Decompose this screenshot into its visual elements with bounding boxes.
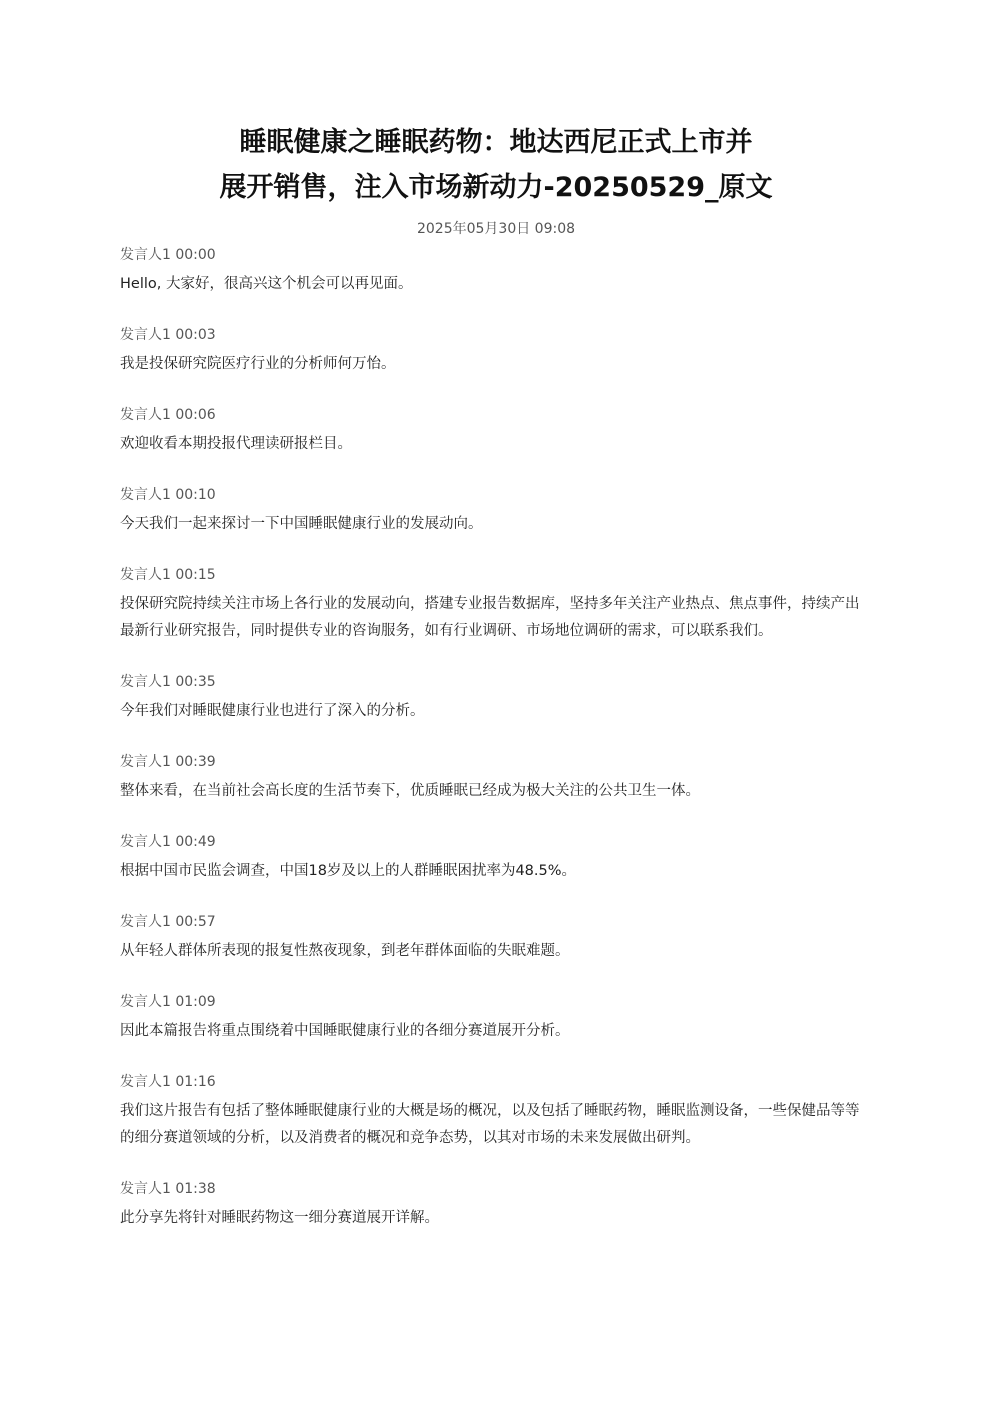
transcript-text: 我们这片报告有包括了整体睡眠健康行业的大概是场的概况，以及包括了睡眠药物，睡眠监测设备，一些保健品等等的细分赛道领域的分析，以及消费者的概况和竞争态势，以其对市场的未来发展做出研判。 [120,1103,860,1146]
transcript-text: 根据中国市民监会调查，中国18岁及以上的人群睡眠困扰率为48.5%。 [120,863,577,879]
title-line-2: 展开销售，注入市场新动力-20250529_原文 [219,172,773,203]
transcript-entry [120,831,872,885]
transcript-entry [120,404,872,458]
speaker-timestamp: 发言人1 00:57 [120,914,216,930]
transcript-entry [120,324,872,378]
transcript-entry [120,244,872,298]
title-line-1: 睡眠健康之睡眠药物：地达西尼正式上市并 [239,127,753,158]
transcript-text: 整体来看，在当前社会高长度的生活节奏下，优质睡眠已经成为极大关注的公共卫生一体。 [120,783,700,799]
transcript-text: Hello, 大家好，很高兴这个机会可以再见面。 [120,276,413,292]
speaker-timestamp: 发言人1 00:15 [120,567,216,583]
speaker-timestamp: 发言人1 00:00 [120,247,216,263]
transcript-entry [120,1071,872,1152]
transcript-text: 从年轻人群体所表现的报复性熬夜现象，到老年群体面临的失眠难题。 [120,943,570,959]
speaker-timestamp: 发言人1 00:06 [120,407,216,423]
speaker-timestamp: 发言人1 01:16 [120,1074,216,1090]
transcript-text: 投保研究院持续关注市场上各行业的发展动向，搭建专业报告数据库，坚持多年关注产业热点、焦点事件，持续产出最新行业研究报告，同时提供专业的咨询服务，如有行业调研、市场地位调研的需求，可以联系我们。 [120,596,860,639]
speaker-timestamp: 发言人1 00:39 [120,754,216,770]
transcript-entry [120,671,872,725]
transcript-text: 因此本篇报告将重点围绕着中国睡眠健康行业的各细分赛道展开分析。 [120,1023,570,1039]
transcript-entry [120,1178,872,1232]
publish-date: 2025年05月30日 09:08 [416,221,576,237]
transcript-entry [120,564,872,645]
transcript-entry [120,911,872,965]
transcript-text: 今年我们对睡眠健康行业也进行了深入的分析。 [120,703,425,719]
transcript-text: 今天我们一起来探讨一下中国睡眠健康行业的发展动向。 [120,516,483,532]
speaker-timestamp: 发言人1 00:03 [120,327,216,343]
speaker-timestamp: 发言人1 01:09 [120,994,216,1010]
transcript-text: 欢迎收看本期投报代理读研报栏目。 [120,436,352,452]
speaker-timestamp: 发言人1 00:35 [120,674,216,690]
page-title [120,120,872,210]
speaker-timestamp: 发言人1 01:38 [120,1181,216,1197]
transcript-text: 我是投保研究院医疗行业的分析师何万怡。 [120,356,396,372]
transcript-entry [120,991,872,1045]
transcript-entry [120,484,872,538]
speaker-timestamp: 发言人1 00:10 [120,487,216,503]
transcript-entry [120,751,872,805]
speaker-timestamp: 发言人1 00:49 [120,834,216,850]
transcript-text: 此分享先将针对睡眠药物这一细分赛道展开详解。 [120,1210,439,1226]
transcript-list [120,244,872,1258]
